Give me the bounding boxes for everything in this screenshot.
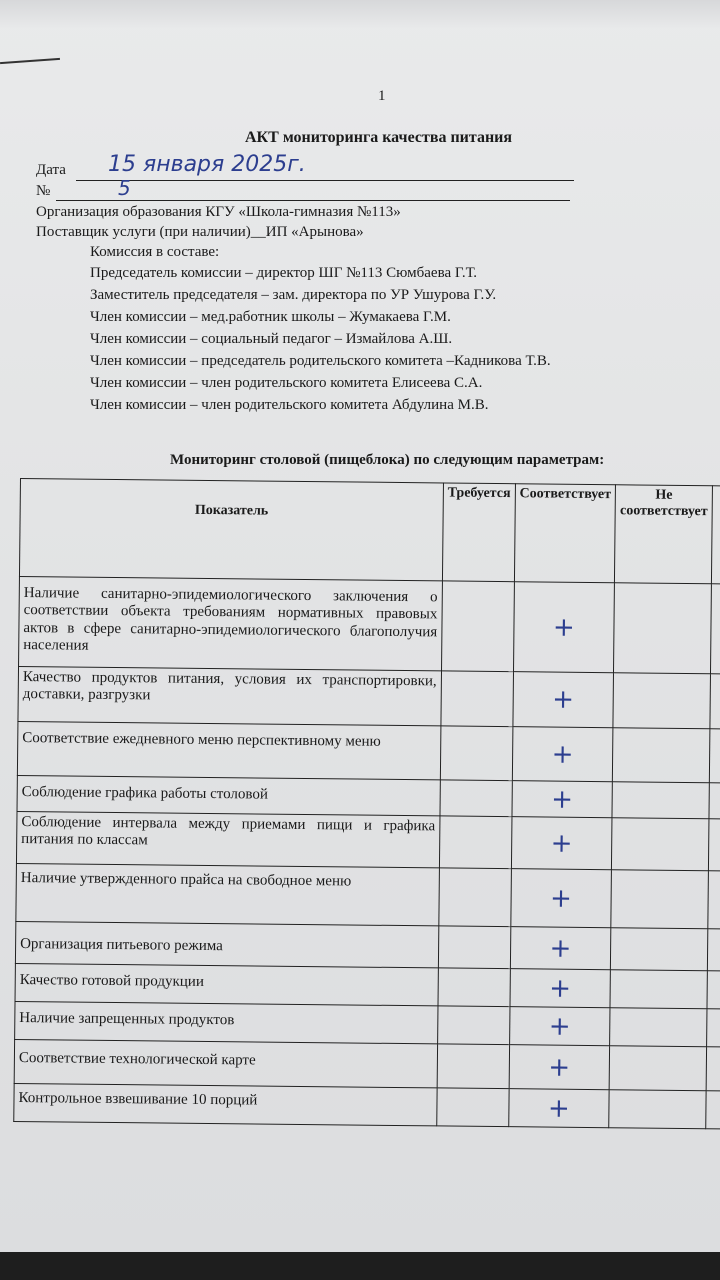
row-required-cell xyxy=(438,926,510,969)
row-complies-mark: + xyxy=(513,672,614,728)
row-required-cell xyxy=(438,968,510,1007)
row-not-complies-cell xyxy=(610,970,707,1009)
row-indicator: Наличие утвержденного прайса на свободное меню xyxy=(16,863,439,925)
row-not-complies-cell xyxy=(610,1008,707,1047)
row-extra-cell xyxy=(707,971,720,1010)
row-complies-mark: + xyxy=(512,727,613,782)
row-extra-cell xyxy=(706,1047,720,1092)
row-indicator: Наличие запрещенных продуктов xyxy=(15,1001,438,1043)
number-handwritten: 5 xyxy=(118,176,131,200)
header-complies: Соответствует xyxy=(514,484,615,583)
row-complies-mark: + xyxy=(509,1007,610,1046)
row-complies-mark: + xyxy=(510,969,611,1008)
row-required-cell xyxy=(437,1088,509,1127)
table-title: Мониторинг столовой (пищеблока) по следующим параметрам: xyxy=(170,452,605,468)
supplier-line: Поставщик услуги (при наличии)__ИП «Арынова» xyxy=(36,224,364,240)
commission-member: Член комиссии – социальный педагог – Измайлова А.Ш. xyxy=(90,331,453,347)
commission-member: Член комиссии – член родительского комитета Елисеева С.А. xyxy=(90,375,483,391)
row-required-cell xyxy=(439,868,511,927)
row-required-cell xyxy=(441,671,513,727)
row-not-complies-cell xyxy=(613,728,711,783)
row-complies-mark: + xyxy=(513,582,614,673)
header-not-complies: Не соответствует xyxy=(615,485,713,584)
row-indicator: Организация питьевого режима xyxy=(15,921,438,967)
row-extra-cell xyxy=(709,783,720,820)
row-not-complies-cell xyxy=(609,1046,706,1091)
row-complies-mark: + xyxy=(510,927,611,970)
pen-stroke xyxy=(0,58,60,64)
table-row xyxy=(19,576,720,674)
date-label: Дата xyxy=(36,162,66,178)
row-indicator: Соблюдение графика работы столовой xyxy=(17,775,440,815)
row-extra-cell xyxy=(708,871,720,930)
commission-member: Член комиссии – председатель родительского комитета –Кадникова Т.В. xyxy=(90,353,551,369)
row-extra-cell xyxy=(708,929,720,972)
organization-line: Организация образования КГУ «Школа-гимназия №113» xyxy=(36,204,401,220)
row-extra-cell xyxy=(707,1009,720,1048)
row-extra-cell xyxy=(706,1091,720,1130)
row-extra-cell xyxy=(709,819,720,872)
row-complies-mark: + xyxy=(509,1045,610,1090)
row-indicator: Соблюдение интервала между приемами пищи и графика питания по классам xyxy=(16,811,439,867)
row-indicator: Наличие санитарно-эпидемиологического заключения о соответствии объекта требованиям нормативных правовых актов в сфере санитарно-эпидемиологического благополучия населения xyxy=(19,576,443,670)
page-fold-shadow xyxy=(0,0,720,28)
row-complies-mark: + xyxy=(512,781,613,818)
row-indicator: Соответствие технологической карте xyxy=(14,1039,437,1087)
row-required-cell xyxy=(441,581,514,672)
header-extra-column xyxy=(712,486,720,585)
number-label: № xyxy=(36,183,51,199)
table-row xyxy=(18,666,720,729)
table-row xyxy=(14,1083,720,1129)
row-required-cell xyxy=(437,1044,509,1089)
commission-member: Член комиссии – член родительского комитета Абдулина М.В. xyxy=(90,397,489,413)
row-indicator: Качество готовой продукции xyxy=(15,963,438,1005)
row-complies-mark: + xyxy=(511,869,612,928)
row-extra-cell xyxy=(710,674,720,730)
row-not-complies-cell xyxy=(611,870,709,929)
row-extra-cell xyxy=(709,729,720,784)
row-indicator: Качество продуктов питания, условия их транспортировки, доставки, разгрузки xyxy=(18,666,441,725)
row-indicator: Контрольное взвешивание 10 порций xyxy=(14,1083,437,1125)
date-underline xyxy=(76,180,574,181)
document-title: АКТ мониторинга качества питания xyxy=(245,129,513,146)
row-complies-mark: + xyxy=(508,1089,609,1128)
header-indicator: Показатель xyxy=(19,479,443,581)
row-required-cell xyxy=(439,816,511,869)
row-extra-cell xyxy=(711,584,720,675)
commission-member: Заместитель председателя – зам. директора по УР Ушурова Г.У. xyxy=(90,287,497,303)
row-not-complies-cell xyxy=(613,673,711,729)
table-header-row xyxy=(19,479,720,585)
row-indicator: Соответствие ежедневного меню перспективному меню xyxy=(17,721,440,779)
monitoring-table xyxy=(13,478,720,1130)
commission-member: Председатель комиссии – директор ШГ №113 Сюмбаева Г.Т. xyxy=(90,265,478,281)
table-row xyxy=(16,811,720,871)
page-number: 1 xyxy=(378,88,386,104)
row-not-complies-cell xyxy=(612,818,710,871)
row-not-complies-cell xyxy=(609,1090,706,1129)
row-not-complies-cell xyxy=(611,928,708,971)
number-underline xyxy=(56,200,570,201)
commission-intro: Комиссия в составе: xyxy=(90,244,220,260)
row-complies-mark: + xyxy=(511,817,612,870)
table-row xyxy=(16,863,720,929)
row-required-cell xyxy=(440,726,512,781)
commission-member: Член комиссии – мед.работник школы – Жумакаева Г.М. xyxy=(90,309,451,325)
row-required-cell xyxy=(440,780,512,817)
row-not-complies-cell xyxy=(614,583,712,674)
row-not-complies-cell xyxy=(612,782,709,819)
table-row xyxy=(17,721,720,783)
date-handwritten: 15 января 2025г. xyxy=(108,152,306,177)
row-required-cell xyxy=(437,1006,509,1045)
header-required: Требуется xyxy=(442,483,515,582)
